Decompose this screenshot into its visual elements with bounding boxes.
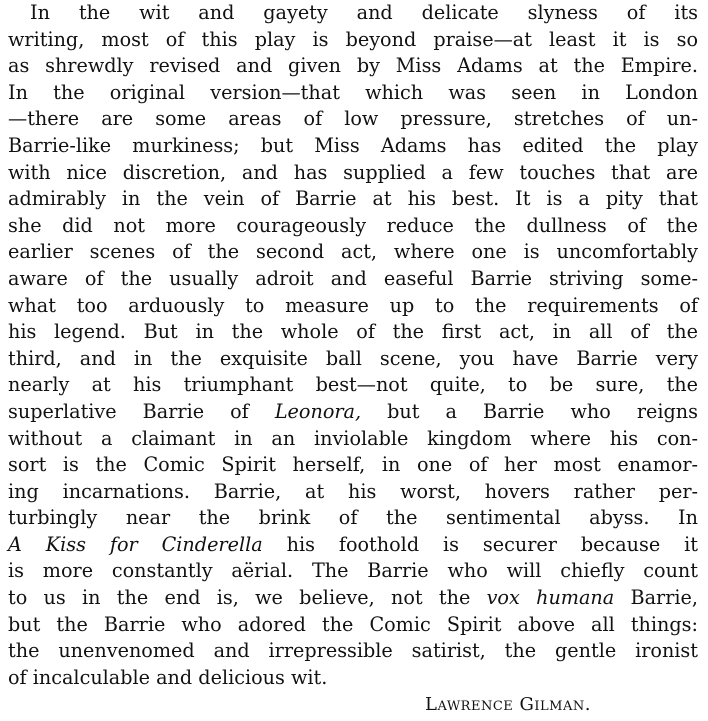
text-line: Barrie-like murkiness; but Miss Adams has edited the play xyxy=(8,133,698,157)
italic-title: Leonora, xyxy=(274,399,362,423)
text-line: writing, most of this play is beyond praise—at least it is so xyxy=(8,27,698,51)
italic-phrase: vox humana xyxy=(486,586,615,610)
text-line: —there are some areas of low pressure, stretches of un- xyxy=(8,107,698,131)
text-line: as shrewdly revised and given by Miss Adams at the Empire. xyxy=(8,54,698,78)
text-line: nearly at his triumphant best—not quite, to be sure, the xyxy=(8,373,698,397)
text-line: earlier scenes of the second act, where one is uncomfortably xyxy=(8,240,698,264)
text-line xyxy=(8,532,698,559)
text-line: In the original version—that which was seen in London xyxy=(8,80,698,104)
text-line: but the Barrie who adored the Comic Spirit above all things: xyxy=(8,612,698,636)
italic-title: A Kiss for Cinderella xyxy=(8,532,263,556)
text-run: superlative Barrie of xyxy=(8,399,275,423)
article-body xyxy=(8,0,698,691)
text-line: aware of the usually adroit and easeful Barrie striving some- xyxy=(8,266,698,290)
text-run: Barrie, xyxy=(614,586,698,610)
text-line: admirably in the vein of Barrie at his best. It is a pity that xyxy=(8,187,698,211)
text-run: but a Barrie who reigns xyxy=(361,399,698,423)
text-line: the unenvenomed and irrepressible satirist, the gentle ironist xyxy=(8,639,698,663)
text-line xyxy=(8,399,698,426)
text-line: sort is the Comic Spirit herself, in one of her most enamor- xyxy=(8,453,698,477)
text-run: his foothold is securer because it xyxy=(262,532,698,556)
text-line: third, and in the exquisite ball scene, you have Barrie very xyxy=(8,346,698,370)
text-line: In the wit and gayety and delicate slyness of its xyxy=(30,1,698,24)
text-line: of incalculable and delicious wit. xyxy=(8,665,328,689)
author-signature: Lawrence Gilman. xyxy=(425,694,591,715)
text-line: without a claimant in an inviolable kingdom where his con- xyxy=(8,426,698,450)
text-line: turbingly near the brink of the sentimental abyss. In xyxy=(8,506,698,530)
text-run: to us in the end is, we believe, not the xyxy=(8,586,487,610)
text-line: what too arduously to measure up to the requirements of xyxy=(8,293,698,317)
text-line: his legend. But in the whole of the first act, in all of the xyxy=(8,320,698,344)
text-line: ing incarnations. Barrie, at his worst, hovers rather per- xyxy=(8,479,698,503)
text-line: she did not more courageously reduce the dullness of the xyxy=(8,213,698,237)
text-line: is more constantly aërial. The Barrie who will chiefly count xyxy=(8,559,698,583)
text-line: with nice discretion, and has supplied a few touches that are xyxy=(8,160,698,184)
text-line xyxy=(8,585,698,612)
